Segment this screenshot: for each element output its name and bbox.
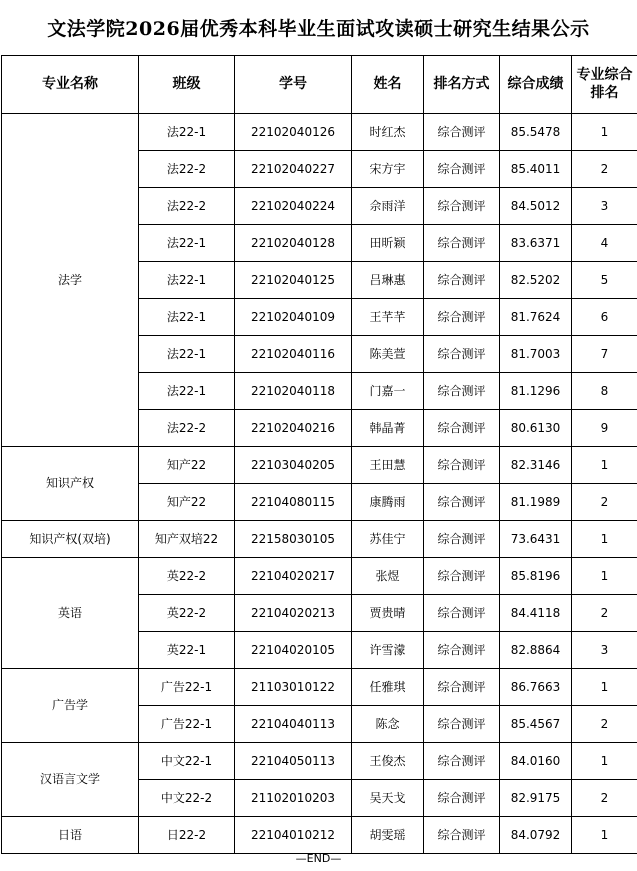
rank-cell: 6 [572,299,637,336]
major-cell: 广告学 [2,669,139,743]
score-cell: 80.6130 [500,410,572,447]
rank-cell: 1 [572,817,637,854]
score-cell: 84.0160 [500,743,572,780]
major-cell: 日语 [2,817,139,854]
score-cell: 85.4011 [500,151,572,188]
student-id-cell: 22102040216 [235,410,352,447]
student-id-cell: 21103010122 [235,669,352,706]
student-id-cell: 22102040125 [235,262,352,299]
major-cell: 知识产权(双培) [2,521,139,558]
name-cell: 王芊芊 [352,299,424,336]
student-id-cell: 22102040126 [235,114,352,151]
table-row [2,817,637,854]
end-marker: —END— [295,852,342,865]
header-ranking-method: 排名方式 [424,56,500,114]
class-cell: 法22-2 [139,410,235,447]
ranking-method-cell: 综合测评 [424,484,500,521]
class-cell: 知产双培22 [139,521,235,558]
student-id-cell: 22103040205 [235,447,352,484]
results-table [1,55,637,854]
table-body [2,114,637,854]
score-cell: 81.7003 [500,336,572,373]
score-cell: 82.5202 [500,262,572,299]
rank-cell: 2 [572,151,637,188]
ranking-method-cell: 综合测评 [424,373,500,410]
ranking-method-cell: 综合测评 [424,817,500,854]
name-cell: 韩晶菁 [352,410,424,447]
name-cell: 陈美萱 [352,336,424,373]
ranking-method-cell: 综合测评 [424,262,500,299]
header-row [2,56,637,114]
rank-cell: 4 [572,225,637,262]
ranking-method-cell: 综合测评 [424,299,500,336]
name-cell: 王田慧 [352,447,424,484]
table-row [2,114,637,151]
student-id-cell: 22102040128 [235,225,352,262]
rank-cell: 2 [572,706,637,743]
class-cell: 英22-2 [139,595,235,632]
score-cell: 81.1296 [500,373,572,410]
class-cell: 英22-2 [139,558,235,595]
header-major: 专业名称 [2,56,139,114]
class-cell: 法22-1 [139,114,235,151]
score-cell: 81.7624 [500,299,572,336]
class-cell: 法22-1 [139,336,235,373]
class-cell: 日22-2 [139,817,235,854]
name-cell: 陈念 [352,706,424,743]
ranking-method-cell: 综合测评 [424,188,500,225]
student-id-cell: 22104020105 [235,632,352,669]
student-id-cell: 22102040116 [235,336,352,373]
class-cell: 广告22-1 [139,706,235,743]
ranking-method-cell: 综合测评 [424,336,500,373]
header-student-id: 学号 [235,56,352,114]
student-id-cell: 22104080115 [235,484,352,521]
score-cell: 83.6371 [500,225,572,262]
class-cell: 中文22-2 [139,780,235,817]
table-row [2,669,637,706]
ranking-method-cell: 综合测评 [424,151,500,188]
name-cell: 田昕颖 [352,225,424,262]
class-cell: 法22-1 [139,373,235,410]
score-cell: 82.3146 [500,447,572,484]
class-cell: 英22-1 [139,632,235,669]
rank-cell: 1 [572,114,637,151]
rank-cell: 1 [572,558,637,595]
header-score: 综合成绩 [500,56,572,114]
page-title: 文法学院2026届优秀本科毕业生面试攻读硕士研究生结果公示 [47,18,590,40]
rank-cell: 1 [572,447,637,484]
name-cell: 张煜 [352,558,424,595]
name-cell: 苏佳宁 [352,521,424,558]
rank-cell: 2 [572,595,637,632]
rank-cell: 1 [572,743,637,780]
ranking-method-cell: 综合测评 [424,706,500,743]
student-id-cell: 22102040109 [235,299,352,336]
rank-cell: 8 [572,373,637,410]
class-cell: 知产22 [139,447,235,484]
rank-cell: 7 [572,336,637,373]
name-cell: 贾贵晴 [352,595,424,632]
student-id-cell: 22104020217 [235,558,352,595]
name-cell: 时红杰 [352,114,424,151]
ranking-method-cell: 综合测评 [424,114,500,151]
ranking-method-cell: 综合测评 [424,743,500,780]
table-row [2,743,637,780]
score-cell: 85.8196 [500,558,572,595]
rank-cell: 1 [572,669,637,706]
rank-cell: 2 [572,484,637,521]
rank-cell: 3 [572,632,637,669]
major-cell: 英语 [2,558,139,669]
name-cell: 吕琳惠 [352,262,424,299]
rank-cell: 5 [572,262,637,299]
rank-cell: 2 [572,780,637,817]
student-id-cell: 22158030105 [235,521,352,558]
student-id-cell: 22104040113 [235,706,352,743]
name-cell: 任雅琪 [352,669,424,706]
class-cell: 法22-2 [139,188,235,225]
class-cell: 中文22-1 [139,743,235,780]
table-row [2,558,637,595]
score-cell: 85.5478 [500,114,572,151]
score-cell: 82.9175 [500,780,572,817]
header-class: 班级 [139,56,235,114]
name-cell: 吴天戈 [352,780,424,817]
name-cell: 佘雨洋 [352,188,424,225]
class-cell: 广告22-1 [139,669,235,706]
major-cell: 知识产权 [2,447,139,521]
major-cell: 汉语言文学 [2,743,139,817]
name-cell: 许雪濛 [352,632,424,669]
score-cell: 82.8864 [500,632,572,669]
ranking-method-cell: 综合测评 [424,595,500,632]
ranking-method-cell: 综合测评 [424,447,500,484]
name-cell: 宋方宇 [352,151,424,188]
ranking-method-cell: 综合测评 [424,225,500,262]
score-cell: 81.1989 [500,484,572,521]
class-cell: 知产22 [139,484,235,521]
class-cell: 法22-1 [139,299,235,336]
score-cell: 84.0792 [500,817,572,854]
score-cell: 73.6431 [500,521,572,558]
score-cell: 85.4567 [500,706,572,743]
name-cell: 门嘉一 [352,373,424,410]
score-cell: 84.5012 [500,188,572,225]
ranking-method-cell: 综合测评 [424,410,500,447]
header-name: 姓名 [352,56,424,114]
class-cell: 法22-1 [139,225,235,262]
ranking-method-cell: 综合测评 [424,669,500,706]
class-cell: 法22-2 [139,151,235,188]
score-cell: 84.4118 [500,595,572,632]
rank-cell: 1 [572,521,637,558]
student-id-cell: 22102040224 [235,188,352,225]
table-row [2,447,637,484]
rank-cell: 3 [572,188,637,225]
class-cell: 法22-1 [139,262,235,299]
ranking-method-cell: 综合测评 [424,632,500,669]
name-cell: 胡雯瑶 [352,817,424,854]
student-id-cell: 22102040227 [235,151,352,188]
score-cell: 86.7663 [500,669,572,706]
table-row [2,521,637,558]
student-id-cell: 22104050113 [235,743,352,780]
rank-cell: 9 [572,410,637,447]
name-cell: 康腾雨 [352,484,424,521]
ranking-method-cell: 综合测评 [424,558,500,595]
student-id-cell: 22104010212 [235,817,352,854]
name-cell: 王俊杰 [352,743,424,780]
ranking-method-cell: 综合测评 [424,780,500,817]
student-id-cell: 22104020213 [235,595,352,632]
ranking-method-cell: 综合测评 [424,521,500,558]
header-rank: 专业综合排名 [572,56,637,114]
student-id-cell: 22102040118 [235,373,352,410]
student-id-cell: 21102010203 [235,780,352,817]
major-cell: 法学 [2,114,139,447]
